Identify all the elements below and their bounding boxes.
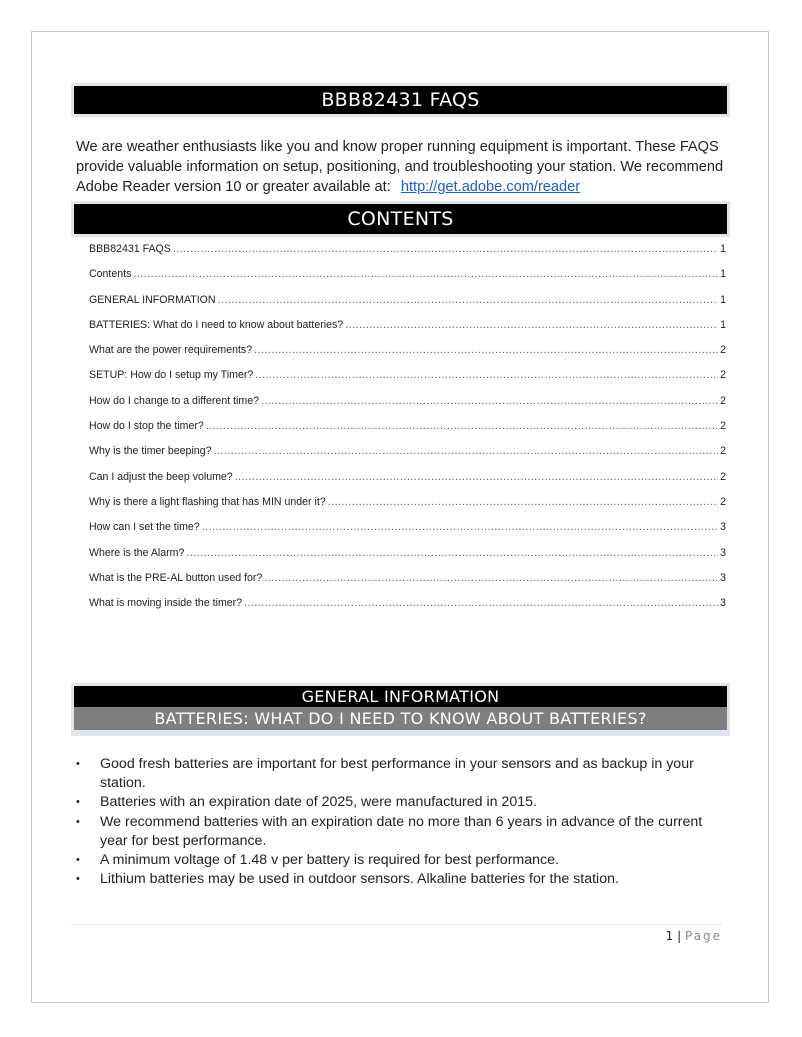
list-item xyxy=(76,813,726,851)
toc-entry-page: 1 xyxy=(720,243,726,255)
intro-text: We are weather enthusiasts like you and know proper running equipment is important. These FAQS provide valuable information on setup, positioning, and troubleshooting your station. We recommend Adobe Reader version 10 or greater available at: xyxy=(76,139,724,195)
toc-entry-page: 2 xyxy=(720,394,726,407)
list-item-text: A minimum voltage of 1.48 v per battery is required for best performance. xyxy=(100,852,559,869)
toc-entry-label: Contents xyxy=(89,268,132,281)
toc-entry-label: What are the power requirements? xyxy=(89,344,253,357)
toc-entry[interactable] xyxy=(89,294,726,319)
list-item-text: Batteries with an expiration date of 2025, were manufactured in 2015. xyxy=(100,794,537,811)
toc-dot-leader xyxy=(206,420,718,432)
footer-divider xyxy=(71,924,722,925)
toc-dot-leader xyxy=(202,521,718,533)
list-item-text: Good fresh batteries are important for best performance in your sensors and as backup in your station. xyxy=(100,756,694,792)
list-item xyxy=(76,851,726,870)
toc-entry[interactable] xyxy=(89,243,726,268)
toc-dot-leader xyxy=(345,319,718,331)
bullet-icon: • xyxy=(76,854,80,867)
toc-dot-leader xyxy=(173,243,718,255)
toc-entry[interactable] xyxy=(89,369,726,394)
page-title: BBB82431 FAQS xyxy=(74,86,727,114)
toc-dot-leader xyxy=(235,471,718,483)
toc-entry-page: 3 xyxy=(720,571,726,584)
page-footer xyxy=(666,929,722,943)
toc-entry[interactable] xyxy=(89,344,726,369)
toc-entry[interactable] xyxy=(89,471,726,496)
general-info-heading: GENERAL INFORMATION xyxy=(74,686,727,707)
toc-entry-label: Can I adjust the beep volume? xyxy=(89,470,233,483)
toc-entry-page: 3 xyxy=(720,597,726,610)
toc-entry-page: 2 xyxy=(720,445,726,458)
toc-entry-label: How do I stop the timer? xyxy=(89,420,204,433)
toc-entry-label: What is moving inside the timer? xyxy=(89,597,243,610)
toc-dot-leader xyxy=(244,597,718,609)
list-item-text: Lithium batteries may be used in outdoor sensors. Alkaline batteries for the station. xyxy=(100,871,619,888)
toc-entry[interactable] xyxy=(89,547,726,572)
toc-entry[interactable] xyxy=(89,572,726,597)
toc-entry-label: GENERAL INFORMATION xyxy=(89,293,216,306)
toc-dot-leader xyxy=(254,344,718,356)
toc-entry[interactable] xyxy=(89,420,726,445)
list-item xyxy=(76,755,726,793)
batteries-list xyxy=(76,755,726,889)
list-item-text: We recommend batteries with an expiration date no more than 6 years in advance of the current year for best performance. xyxy=(100,813,703,849)
toc-entry[interactable] xyxy=(89,268,726,293)
contents-banner xyxy=(71,201,730,237)
bullet-icon: • xyxy=(76,815,80,828)
bullet-icon: • xyxy=(76,796,80,809)
toc-entry-page: 1 xyxy=(720,268,726,281)
toc-entry-label: BATTERIES: What do I need to know about batteries? xyxy=(89,318,344,331)
toc-entry[interactable] xyxy=(89,395,726,420)
toc-dot-leader xyxy=(328,496,718,508)
toc-entry-label: BBB82431 FAQS xyxy=(89,243,171,255)
toc-entry-page: 3 xyxy=(720,521,726,534)
toc-entry[interactable] xyxy=(89,445,726,470)
footer-separator: | xyxy=(677,929,682,943)
toc-entry-label: How do I change to a different time? xyxy=(89,394,259,407)
toc-dot-leader xyxy=(186,547,718,559)
toc-entry-page: 1 xyxy=(720,318,726,331)
toc-entry-page: 2 xyxy=(720,344,726,357)
general-info-banner xyxy=(71,683,730,736)
list-item xyxy=(76,793,726,812)
intro-paragraph xyxy=(76,137,736,197)
bullet-icon: • xyxy=(76,758,80,770)
toc-dot-leader xyxy=(133,268,718,280)
toc-entry[interactable] xyxy=(89,496,726,521)
toc-entry-label: SETUP: How do I setup my Timer? xyxy=(89,369,254,382)
toc-dot-leader xyxy=(261,395,718,407)
toc-dot-leader xyxy=(255,369,718,381)
toc-entry[interactable] xyxy=(89,521,726,546)
toc-entry-page: 2 xyxy=(720,495,726,508)
toc-entry-label: Where is the Alarm? xyxy=(89,546,185,559)
batteries-heading: BATTERIES: WHAT DO I NEED TO KNOW ABOUT BATTERIES? xyxy=(74,707,727,730)
adobe-reader-link[interactable]: http://get.adobe.com/reader xyxy=(400,179,581,195)
toc-entry-label: Why is there a light flashing that has MIN under it? xyxy=(89,495,326,508)
toc-entry-page: 1 xyxy=(720,293,726,306)
toc-entry-page: 2 xyxy=(720,420,726,433)
toc-entry-page: 2 xyxy=(720,369,726,382)
toc-dot-leader xyxy=(264,572,718,584)
page-number: 1 xyxy=(665,929,674,943)
page-label: Page xyxy=(684,929,722,943)
toc-dot-leader xyxy=(218,294,719,306)
toc-entry-label: Why is the timer beeping? xyxy=(89,445,212,458)
toc-entry-page: 3 xyxy=(720,546,726,559)
contents-heading: CONTENTS xyxy=(74,204,727,234)
toc-entry-label: What is the PRE-AL button used for? xyxy=(89,571,263,584)
list-item xyxy=(76,870,726,889)
title-banner xyxy=(71,83,730,117)
toc-entry[interactable] xyxy=(89,319,726,344)
bullet-icon: • xyxy=(76,873,80,886)
toc-entry[interactable] xyxy=(89,597,726,622)
toc-entry-page: 2 xyxy=(720,470,726,483)
toc-entry-label: How can I set the time? xyxy=(89,521,200,534)
toc-dot-leader xyxy=(213,445,718,457)
table-of-contents xyxy=(89,243,726,622)
